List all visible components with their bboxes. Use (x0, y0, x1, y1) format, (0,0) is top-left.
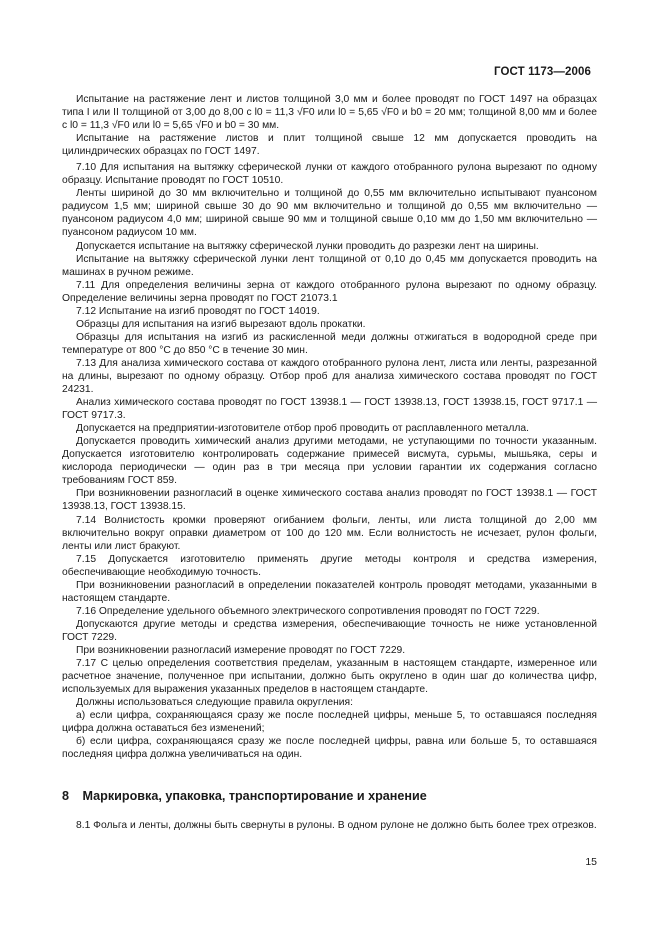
page-number: 15 (585, 856, 597, 868)
paragraph: Допускается испытание на вытяжку сферической лунки проводить до разрезки лент на ширины. (76, 240, 539, 252)
standard-header: ГОСТ 1173—2006 (494, 66, 591, 78)
paragraph: Ленты шириной до 30 мм включительно и толщиной до 0,55 мм включительно испытывают пуансоном радиусом 1,5 мм; шириной свыше 30 до 90 мм включительно и толщиной до 0,55 мм включительно — пуансоном радиусом 4,0 мм; шириной свыше 90 мм и толщиной свыше 0,10 мм до 1,50 мм включительно — пуансоном радиусом 10 мм. (62, 188, 597, 239)
document-body (62, 93, 597, 761)
paragraph: 8.1 Фольга и ленты, должны быть свернуты в рулоны. В одном рулоне не должно быть более трех отрезков. (76, 820, 597, 831)
section-body (62, 819, 597, 832)
section-title-text: Маркировка, упаковка, транспортирование и хранение (82, 789, 427, 803)
paragraph: При возникновении разногласий измерение проводят по ГОСТ 7229. (76, 644, 406, 656)
paragraph: 7.12 Испытание на изгиб проводят по ГОСТ 14019. (76, 305, 320, 317)
paragraph: а) если цифра, сохраняющаяся сразу же после последней цифры, меньше 5, то оставшаяся последняя цифра должна оставаться без изменений; (62, 710, 597, 735)
paragraph: Допускаются другие методы и средства измерения, обеспечивающие точность не ниже установленной ГОСТ 7229. (62, 618, 597, 643)
paragraph: 7.11 Для определения величины зерна от каждого отобранного рулона вырезают по одному образцу. Определение величины зерна проводят по ГОСТ 21073.1 (62, 279, 597, 304)
paragraph: Испытание на вытяжку сферической лунки лент толщиной от 0,10 до 0,45 мм допускается проводить на машинах в ручном режиме. (62, 253, 597, 278)
paragraph: Испытание на растяжение лент и листов толщиной 3,0 мм и более проводят по ГОСТ 1497 на образцах типа I или II толщиной от 3,00 до 8,00 с l0 = 11,3 √F0 или l0 = 5,65 √F0 и b0 = 20 мм; толщиной 8,00 мм и более с l0 = 11,3 √F0 или l0 = 5,65 √F0 и b0 = 30 мм. (62, 94, 597, 132)
section-number: 8 (62, 789, 70, 803)
paragraph: Образцы для испытания на изгиб вырезают вдоль прокатки. (76, 318, 366, 330)
paragraph: б) если цифра, сохраняющаяся сразу же после последней цифры, равна или больше 5, то оставшаяся последняя цифра должна увеличиваться на один. (62, 736, 597, 761)
paragraph: 7.14 Волнистость кромки проверяют огибанием фольги, ленты, или листа толщиной до 2,00 мм включительно вокруг оправки диаметром от 100 до 120 мм. Если волнистость не исчезает, рулон фольги, ленты или лист бракуют. (62, 514, 597, 552)
paragraph: При возникновении разногласий в определении показателей контроль проводят методами, указанными в настоящем стандарте. (62, 579, 597, 604)
paragraph: 7.17 С целью определения соответствия пределам, указанным в настоящем стандарте, измеренное или расчетное значение, полученное при испытании, должно быть округлено в один шаг до количества цифр, используемых для выражения указанных пределов в настоящем стандарте. (62, 658, 597, 696)
paragraph: Испытание на растяжение листов и плит толщиной свыше 12 мм допускается проводить на цилиндрических образцах по ГОСТ 1497. (62, 133, 597, 158)
paragraph: Допускается на предприятии-изготовителе отбор проб проводить от расплавленного металла. (76, 423, 529, 435)
paragraph: Образцы для испытания на изгиб из раскисленной меди должны отжигаться в водородной среде при температуре от 800 °С до 850 °С в течение 30 мин. (62, 331, 597, 356)
paragraph: 7.16 Определение удельного объемного электрического сопротивления проводят по ГОСТ 7229. (76, 605, 540, 617)
paragraph: При возникновении разногласий в оценке химического состава анализ проводят по ГОСТ 13938.1 — ГОСТ 13938.13, ГОСТ 13938.15. (62, 488, 597, 513)
paragraph: 7.13 Для анализа химического состава от каждого отобранного рулона лент, листа или ленты, разрезанной на длины, вырезают по одному образцу. Отбор проб для анализа химического состава проводят по ГОСТ 24231. (62, 357, 597, 396)
paragraph: Анализ химического состава проводят по ГОСТ 13938.1 — ГОСТ 13938.13, ГОСТ 13938.15, ГОСТ 9717.1 — ГОСТ 9717.3. (62, 397, 597, 422)
paragraph: 7.15 Допускается изготовителю применять другие методы контроля и средства измерения, обеспечивающие необходимую точность. (62, 553, 597, 578)
section-heading (62, 789, 427, 803)
paragraph: Допускается проводить химический анализ другими методами, не уступающими по точности указанным. Допускается изготовителю контролировать содержание примесей висмута, сурьмы, мышьяка, серы и кислорода периодически — один раз в три месяца при условии гарантии их содержания согласно требованиям ГОСТ 859. (62, 436, 597, 487)
paragraph: 7.10 Для испытания на вытяжку сферической лунки от каждого отобранного рулона вырезают по одному образцу. Испытание проводят по ГОСТ 10510. (62, 162, 597, 187)
paragraph: Должны использоваться следующие правила округления: (76, 697, 353, 709)
